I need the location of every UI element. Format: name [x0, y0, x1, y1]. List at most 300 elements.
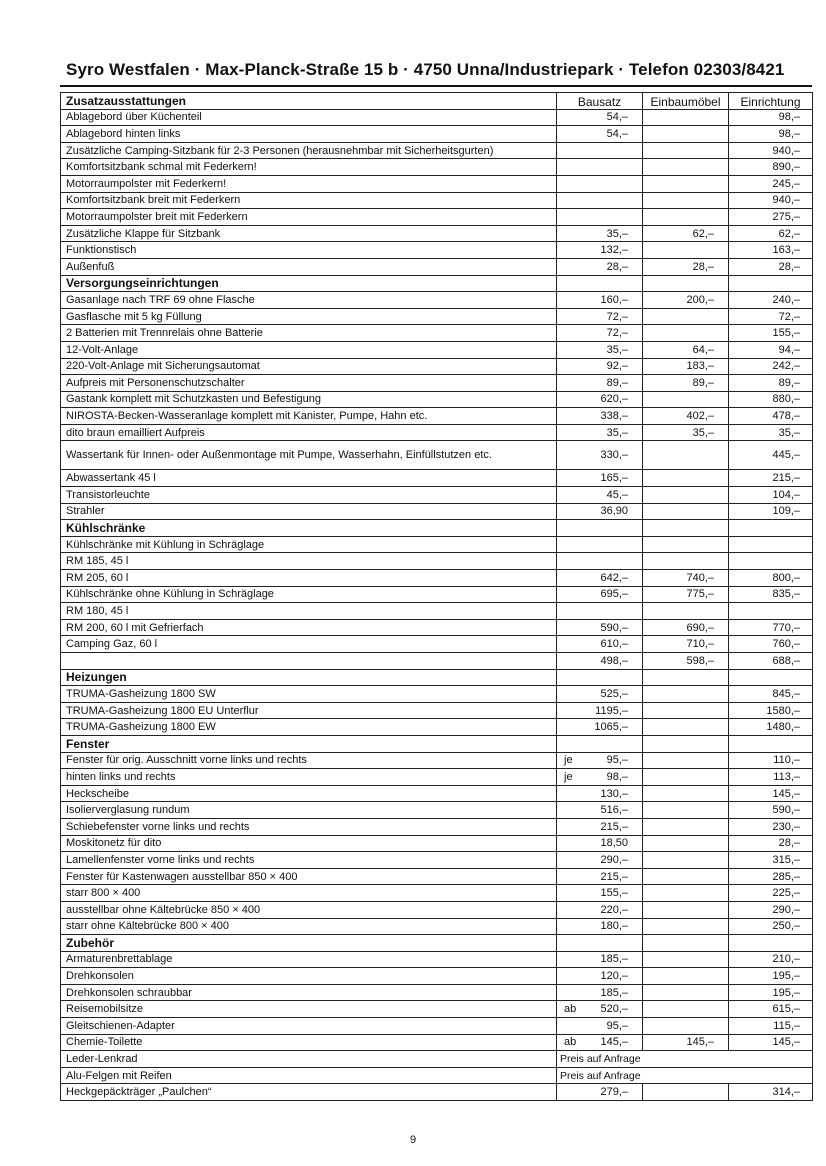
price-einrichtung: 314,– [729, 1084, 813, 1101]
table-row [61, 292, 813, 309]
price-bausatz: 590,– [557, 619, 643, 636]
price-bausatz [557, 752, 643, 769]
price-bausatz: 279,– [557, 1084, 643, 1101]
price-bausatz [557, 159, 643, 176]
empty-cell [557, 520, 643, 537]
section-header-row [61, 935, 813, 952]
price-bausatz: 642,– [557, 570, 643, 587]
price-einbaumoebel: 64,– [643, 341, 729, 358]
table-row [61, 424, 813, 441]
price-einbaumoebel [643, 868, 729, 885]
item-label: RM 200, 60 l mit Gefrierfach [61, 619, 557, 636]
price-einbaumoebel [643, 391, 729, 408]
price-einrichtung: 940,– [729, 142, 813, 159]
price-einrichtung: 880,– [729, 391, 813, 408]
item-label: Kühlschränke mit Kühlung in Schräglage [61, 536, 557, 553]
price-bausatz: 95,– [557, 1018, 643, 1035]
item-label: Gastank komplett mit Schutzkasten und Befestigung [61, 391, 557, 408]
price-bausatz [557, 142, 643, 159]
price-bausatz [557, 1001, 643, 1018]
price-einbaumoebel [643, 885, 729, 902]
price-bausatz [557, 192, 643, 209]
price-einrichtung: 195,– [729, 984, 813, 1001]
price-einbaumoebel: 710,– [643, 636, 729, 653]
item-label: Heckscheibe [61, 785, 557, 802]
item-label: Funktionstisch [61, 242, 557, 259]
price-einrichtung: 115,– [729, 1018, 813, 1035]
item-label: Ablagebord über Küchenteil [61, 109, 557, 126]
price-bausatz: 330,– [557, 441, 643, 470]
table-row [61, 835, 813, 852]
price-bausatz: 72,– [557, 325, 643, 342]
price-prefix: je [564, 770, 573, 783]
price-bausatz: 92,– [557, 358, 643, 375]
price-einrichtung: 940,– [729, 192, 813, 209]
price-einbaumoebel [643, 719, 729, 736]
price-einbaumoebel [643, 702, 729, 719]
price-einrichtung: 104,– [729, 487, 813, 504]
price-einbaumoebel [643, 175, 729, 192]
price-bausatz: 130,– [557, 785, 643, 802]
table-row [61, 1051, 813, 1068]
empty-cell [557, 275, 643, 292]
empty-cell [557, 935, 643, 952]
item-label: Gasflasche mit 5 kg Füllung [61, 308, 557, 325]
price-einrichtung: 28,– [729, 258, 813, 275]
table-row [61, 570, 813, 587]
price-bausatz: 620,– [557, 391, 643, 408]
price-einbaumoebel: 200,– [643, 292, 729, 309]
price-einbaumoebel [643, 325, 729, 342]
table-row [61, 553, 813, 570]
table-row [61, 818, 813, 835]
section-title: Zusatzausstattungen [61, 93, 557, 110]
table-row [61, 1001, 813, 1018]
price-bausatz: 35,– [557, 225, 643, 242]
page-number: 9 [409, 1134, 417, 1146]
price-einbaumoebel [643, 984, 729, 1001]
price-prefix: je [564, 754, 573, 767]
price-einrichtung: 250,– [729, 918, 813, 935]
price-bausatz [557, 769, 643, 786]
price-bausatz: 155,– [557, 885, 643, 902]
item-label [61, 653, 557, 670]
price-einrichtung: 770,– [729, 619, 813, 636]
price-bausatz [557, 1034, 643, 1051]
table-row [61, 341, 813, 358]
item-label: TRUMA-Gasheizung 1800 EW [61, 719, 557, 736]
table-row [61, 785, 813, 802]
item-label: RM 205, 60 l [61, 570, 557, 587]
table-row [61, 619, 813, 636]
price-einbaumoebel [643, 441, 729, 470]
price-bausatz: 516,– [557, 802, 643, 819]
price-einrichtung: 275,– [729, 209, 813, 226]
section-title: Zubehör [61, 935, 557, 952]
item-label: Lamellenfenster vorne links und rechts [61, 852, 557, 869]
table-row [61, 951, 813, 968]
price-einrichtung: 242,– [729, 358, 813, 375]
price-einrichtung: 110,– [729, 752, 813, 769]
price-einrichtung: 615,– [729, 1001, 813, 1018]
price-bausatz: 45,– [557, 487, 643, 504]
item-label: Camping Gaz, 60 l [61, 636, 557, 653]
price-einrichtung: 445,– [729, 441, 813, 470]
item-label: Ablagebord hinten links [61, 126, 557, 143]
price-value: 520,– [600, 1003, 628, 1016]
price-einbaumoebel: 690,– [643, 619, 729, 636]
item-label: hinten links und rechts [61, 769, 557, 786]
price-einbaumoebel: 62,– [643, 225, 729, 242]
price-bausatz: 185,– [557, 984, 643, 1001]
price-einrichtung: 590,– [729, 802, 813, 819]
empty-cell [729, 520, 813, 537]
price-einbaumoebel [643, 852, 729, 869]
item-label: Außenfuß [61, 258, 557, 275]
table-row [61, 192, 813, 209]
price-einrichtung: 210,– [729, 951, 813, 968]
table-row [61, 636, 813, 653]
price-bausatz: 215,– [557, 818, 643, 835]
table-row [61, 126, 813, 143]
table-row [61, 918, 813, 935]
price-bausatz: 54,– [557, 126, 643, 143]
price-einbaumoebel [643, 686, 729, 703]
price-einbaumoebel [643, 752, 729, 769]
price-note: Preis auf Anfrage [557, 1051, 813, 1068]
price-bausatz: 498,– [557, 653, 643, 670]
price-einbaumoebel [643, 308, 729, 325]
table-row [61, 653, 813, 670]
table-row [61, 702, 813, 719]
price-bausatz: 215,– [557, 868, 643, 885]
price-einrichtung: 478,– [729, 408, 813, 425]
table-row [61, 503, 813, 520]
item-label: Komfortsitzbank breit mit Federkern [61, 192, 557, 209]
price-einbaumoebel [643, 209, 729, 226]
price-einbaumoebel: 28,– [643, 258, 729, 275]
price-bausatz: 610,– [557, 636, 643, 653]
section-title: Versorgungseinrichtungen [61, 275, 557, 292]
item-label: Moskitonetz für dito [61, 835, 557, 852]
item-label: RM 180, 45 l [61, 603, 557, 620]
price-value: 145,– [600, 1036, 628, 1049]
price-einrichtung: 89,– [729, 375, 813, 392]
empty-cell [643, 735, 729, 752]
price-einbaumoebel [643, 1084, 729, 1101]
price-prefix: ab [564, 1003, 577, 1016]
table-row [61, 258, 813, 275]
item-label: 12-Volt-Anlage [61, 341, 557, 358]
price-einrichtung: 315,– [729, 852, 813, 869]
table-row [61, 603, 813, 620]
price-einrichtung [729, 536, 813, 553]
table-row [61, 586, 813, 603]
price-einbaumoebel [643, 487, 729, 504]
price-einrichtung: 145,– [729, 785, 813, 802]
price-einbaumoebel [643, 835, 729, 852]
price-einbaumoebel [643, 159, 729, 176]
price-einbaumoebel: 402,– [643, 408, 729, 425]
item-label: Motorraumpolster breit mit Federkern [61, 209, 557, 226]
price-einrichtung: 890,– [729, 159, 813, 176]
empty-cell [643, 669, 729, 686]
price-einbaumoebel [643, 142, 729, 159]
price-einbaumoebel [643, 951, 729, 968]
price-table-body [61, 93, 813, 1101]
price-einbaumoebel: 35,– [643, 424, 729, 441]
price-note: Preis auf Anfrage [557, 1067, 813, 1084]
price-einbaumoebel [643, 785, 729, 802]
empty-cell [643, 275, 729, 292]
item-label: Chemie-Toilette [61, 1034, 557, 1051]
price-einrichtung: 215,– [729, 470, 813, 487]
empty-cell [557, 669, 643, 686]
price-einrichtung: 1480,– [729, 719, 813, 736]
item-label: Gasanlage nach TRF 69 ohne Flasche [61, 292, 557, 309]
price-einrichtung: 62,– [729, 225, 813, 242]
item-label: TRUMA-Gasheizung 1800 SW [61, 686, 557, 703]
table-row [61, 375, 813, 392]
section-header-row [61, 520, 813, 537]
section-title: Fenster [61, 735, 557, 752]
table-row [61, 109, 813, 126]
price-einrichtung: 145,– [729, 1034, 813, 1051]
price-bausatz: 695,– [557, 586, 643, 603]
table-row [61, 225, 813, 242]
price-bausatz: 290,– [557, 852, 643, 869]
section-title: Kühlschränke [61, 520, 557, 537]
price-einrichtung: 225,– [729, 885, 813, 902]
item-label: Wassertank für Innen- oder Außenmontage mit Pumpe, Wasserhahn, Einfüllstutzen etc. [61, 441, 557, 470]
price-einbaumoebel [643, 503, 729, 520]
price-einrichtung: 1580,– [729, 702, 813, 719]
table-row [61, 901, 813, 918]
price-bausatz: 1195,– [557, 702, 643, 719]
price-einrichtung: 109,– [729, 503, 813, 520]
table-row [61, 408, 813, 425]
item-label: TRUMA-Gasheizung 1800 EU Unterflur [61, 702, 557, 719]
price-value: 95,– [606, 754, 628, 767]
price-einrichtung: 98,– [729, 126, 813, 143]
price-bausatz: 89,– [557, 375, 643, 392]
price-bausatz: 35,– [557, 341, 643, 358]
price-bausatz: 132,– [557, 242, 643, 259]
price-bausatz: 54,– [557, 109, 643, 126]
table-row [61, 358, 813, 375]
price-bausatz: 165,– [557, 470, 643, 487]
section-header-row [61, 669, 813, 686]
price-einrichtung: 760,– [729, 636, 813, 653]
item-label: Drehkonsolen schraubbar [61, 984, 557, 1001]
price-einrichtung: 113,– [729, 769, 813, 786]
price-bausatz: 72,– [557, 308, 643, 325]
price-einrichtung [729, 553, 813, 570]
item-label: dito braun emailliert Aufpreis [61, 424, 557, 441]
price-einbaumoebel [643, 769, 729, 786]
empty-cell [643, 520, 729, 537]
table-row [61, 769, 813, 786]
price-bausatz: 18,50 [557, 835, 643, 852]
section-header-row [61, 275, 813, 292]
price-einbaumoebel [643, 553, 729, 570]
item-label: Motorraumpolster mit Federkern! [61, 175, 557, 192]
empty-cell [729, 275, 813, 292]
empty-cell [643, 935, 729, 952]
price-bausatz: 120,– [557, 968, 643, 985]
table-row [61, 1084, 813, 1101]
price-bausatz [557, 553, 643, 570]
table-row [61, 868, 813, 885]
price-bausatz: 28,– [557, 258, 643, 275]
item-label: Strahler [61, 503, 557, 520]
price-einbaumoebel: 183,– [643, 358, 729, 375]
price-einrichtung: 35,– [729, 424, 813, 441]
price-table [60, 92, 813, 1101]
item-label: Zusätzliche Klappe für Sitzbank [61, 225, 557, 242]
item-label: Schiebefenster vorne links und rechts [61, 818, 557, 835]
table-row [61, 852, 813, 869]
item-label: Leder-Lenkrad [61, 1051, 557, 1068]
price-prefix: ab [564, 1036, 577, 1049]
price-bausatz: 36,90 [557, 503, 643, 520]
price-einrichtung: 155,– [729, 325, 813, 342]
price-einbaumoebel: 145,– [643, 1034, 729, 1051]
column-header-einbaumoebel: Einbaumöbel [643, 93, 729, 110]
item-label: RM 185, 45 l [61, 553, 557, 570]
price-einbaumoebel [643, 242, 729, 259]
section-title: Heizungen [61, 669, 557, 686]
price-einrichtung: 290,– [729, 901, 813, 918]
item-label: 2 Batterien mit Trennrelais ohne Batterie [61, 325, 557, 342]
item-label: Komfortsitzbank schmal mit Federkern! [61, 159, 557, 176]
price-einrichtung: 285,– [729, 868, 813, 885]
price-einbaumoebel [643, 192, 729, 209]
price-bausatz [557, 536, 643, 553]
item-label: Abwassertank 45 l [61, 470, 557, 487]
price-einrichtung: 240,– [729, 292, 813, 309]
item-label: Fenster für Kastenwagen ausstellbar 850 × 400 [61, 868, 557, 885]
price-einrichtung: 98,– [729, 109, 813, 126]
price-einbaumoebel [643, 109, 729, 126]
price-einbaumoebel [643, 603, 729, 620]
price-bausatz [557, 175, 643, 192]
table-row [61, 308, 813, 325]
table-row [61, 968, 813, 985]
price-einbaumoebel [643, 1001, 729, 1018]
item-label: Alu-Felgen mit Reifen [61, 1067, 557, 1084]
table-row [61, 242, 813, 259]
price-einbaumoebel: 598,– [643, 653, 729, 670]
column-header-einrichtung: Einrichtung [729, 93, 813, 110]
table-row [61, 209, 813, 226]
item-label: 220-Volt-Anlage mit Sicherungsautomat [61, 358, 557, 375]
price-bausatz: 160,– [557, 292, 643, 309]
price-bausatz [557, 209, 643, 226]
section-header-row [61, 735, 813, 752]
item-label: Drehkonsolen [61, 968, 557, 985]
price-einrichtung: 28,– [729, 835, 813, 852]
table-row [61, 487, 813, 504]
item-label: Gleitschienen-Adapter [61, 1018, 557, 1035]
price-bausatz [557, 603, 643, 620]
table-row [61, 1034, 813, 1051]
item-label: Aufpreis mit Personenschutzschalter [61, 375, 557, 392]
price-bausatz: 338,– [557, 408, 643, 425]
price-einrichtung: 688,– [729, 653, 813, 670]
price-einbaumoebel [643, 536, 729, 553]
price-value: 98,– [606, 770, 628, 783]
price-bausatz: 220,– [557, 901, 643, 918]
price-einbaumoebel [643, 818, 729, 835]
item-label: Armaturenbrettablage [61, 951, 557, 968]
price-einbaumoebel: 89,– [643, 375, 729, 392]
table-row [61, 536, 813, 553]
price-einbaumoebel: 775,– [643, 586, 729, 603]
item-label: Isolierverglasung rundum [61, 802, 557, 819]
price-bausatz: 35,– [557, 424, 643, 441]
price-einbaumoebel [643, 968, 729, 985]
table-row [61, 719, 813, 736]
item-label: Zusätzliche Camping-Sitzbank für 2-3 Personen (herausnehmbar mit Sicherheitsgurten) [61, 142, 557, 159]
price-bausatz: 185,– [557, 951, 643, 968]
price-bausatz: 180,– [557, 918, 643, 935]
price-einbaumoebel: 740,– [643, 570, 729, 587]
table-row [61, 159, 813, 176]
item-label: Heckgepäckträger „Paulchen“ [61, 1084, 557, 1101]
item-label: Fenster für orig. Ausschnitt vorne links und rechts [61, 752, 557, 769]
price-einrichtung [729, 603, 813, 620]
table-row [61, 686, 813, 703]
item-label: Kühlschränke ohne Kühlung in Schräglage [61, 586, 557, 603]
empty-cell [557, 735, 643, 752]
item-label: starr 800 × 400 [61, 885, 557, 902]
empty-cell [729, 669, 813, 686]
price-einrichtung: 72,– [729, 308, 813, 325]
empty-cell [729, 735, 813, 752]
table-row [61, 885, 813, 902]
price-bausatz: 525,– [557, 686, 643, 703]
item-label: Reisemobilsitze [61, 1001, 557, 1018]
item-label: ausstellbar ohne Kältebrücke 850 × 400 [61, 901, 557, 918]
item-label: starr ohne Kältebrücke 800 × 400 [61, 918, 557, 935]
price-einrichtung: 245,– [729, 175, 813, 192]
price-einbaumoebel [643, 901, 729, 918]
table-row [61, 1018, 813, 1035]
table-row [61, 802, 813, 819]
price-bausatz: 1065,– [557, 719, 643, 736]
price-einbaumoebel [643, 470, 729, 487]
price-einrichtung: 94,– [729, 341, 813, 358]
table-row [61, 391, 813, 408]
section-header-row [61, 93, 813, 110]
table-row [61, 142, 813, 159]
table-row [61, 470, 813, 487]
price-einrichtung: 230,– [729, 818, 813, 835]
price-einbaumoebel [643, 918, 729, 935]
company-header: Syro Westfalen · Max-Planck-Straße 15 b · 4750 Unna/Industriepark · Telefon 02303/8421 [66, 60, 785, 79]
price-einrichtung: 800,– [729, 570, 813, 587]
price-einrichtung: 163,– [729, 242, 813, 259]
table-row [61, 752, 813, 769]
table-row [61, 1067, 813, 1084]
price-einbaumoebel [643, 802, 729, 819]
empty-cell [729, 935, 813, 952]
table-row [61, 325, 813, 342]
item-label: Transistorleuchte [61, 487, 557, 504]
table-row [61, 984, 813, 1001]
item-label: NIROSTA-Becken-Wasseranlage komplett mit Kanister, Pumpe, Hahn etc. [61, 408, 557, 425]
